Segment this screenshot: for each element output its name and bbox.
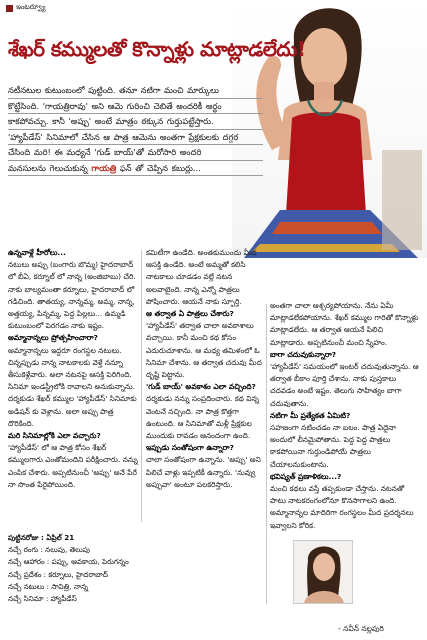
article-column-2 <box>146 247 264 491</box>
article-column-3 <box>270 300 420 532</box>
section-tag-label: ఇంటర్వ్యూ <box>16 3 46 11</box>
article-subheading: 'గుడ్ బాయ్' అవకాశం ఎలా వచ్చింది? <box>146 382 256 392</box>
article-paragraph: నటులు అప్పు (బంగారు బొమ్మ) హైదరాబాద్ లో బీఏ, కర్నూల్ లో నాన్న (అంజిబాబు) చేరి. నాకు బాల్యమంతా కర్నూలు, హైదరాబాద్ లో గడిచింది. తాతయ్య, నాన్నమ్మ, అమ్మ, నాన్న, అత్తయ్య, పిన్నమ్మ, పెద్ద పిల్లలు... ఉమ్మడి కుటుంబంలో పెరగడం నాకు ఇష్టం. <box>8 260 136 331</box>
article-subheading: అమ్మానాన్నలు ప్రోత్సహించారా? <box>8 333 98 343</box>
article-subheading: ఉన్నవాళ్లే హీరోలు... <box>8 248 66 257</box>
article-column-1 <box>8 247 140 491</box>
lead-line: చేసింది మరి! ఈ మధ్యనే 'గుడ్ బాయ్'తో మరోసారి అందరి <box>8 145 263 161</box>
lead-line: నటీనటుల కుటుంబంలో పుట్టింది. తనూ నటిగా మంచి మార్కులు <box>8 83 263 99</box>
lead-last-end: ఫన్ తో చెప్పిన కబుర్లు... <box>119 162 201 173</box>
byline: - నవీన్ నల్లపురి <box>338 624 384 633</box>
lead-line: 'హ్యాపీడేస్' సినిమాలో చేసిన ఆ పాత్ర ఆమెను అంతగా ప్రేక్షకులకు దగ్గర <box>8 130 263 146</box>
column-divider <box>141 250 142 522</box>
fact-box-heading: పుట్టినరోజు : ఏప్రిల్ 21 <box>8 533 75 542</box>
section-marker-icon <box>6 5 13 12</box>
fact-row: నచ్చే ప్రదేశం : కర్నూలు, హైదరాబాద్ <box>8 569 108 579</box>
article-paragraph: 'హ్యాపీడేస్' సమయంలో ఇంటర్ చదువుతున్నాను. ఆ తర్వాత బీకాం పూర్తి చేశాను. నాకు పుస్తకాలు చదవడం అంటే ఇష్టం. తెలుగు సాహిత్యం బాగా చదువుతాను. <box>270 362 419 408</box>
fact-row: నచ్చే నటులు : సావిత్రి, నాన్న <box>8 581 89 591</box>
article-subheading: ఇప్పుడు సంతోషంగా ఉన్నారా? <box>146 443 234 453</box>
fact-row: నచ్చే సినిమా : హ్యాపీడేస్ <box>8 594 77 604</box>
article-subheading: భవిష్యత్ ప్రణాళికలు...? <box>270 471 342 481</box>
lead-line: కాకపోవచ్చు. కానీ 'అప్పు' అంటే మాత్రం ఠక్కున గుర్తుపట్టేస్తారు. <box>8 114 263 130</box>
column-divider <box>266 304 267 604</box>
article-paragraph: 'హ్యాపీడేస్' తర్వాత చాలా అవకాశాలు వచ్చాయి. కానీ మంచి కథ కోసం ఎదురుచూశాను. ఆ మధ్య తమిళంలో ఓ సినిమా చేశాను. ఆ తర్వాత చదువు మీద దృష్టి పెట్టాను. <box>146 321 262 380</box>
inset-photo <box>293 540 353 604</box>
article-subheading: మరి సినిమాల్లోకి ఎలా వచ్చారు? <box>8 431 101 441</box>
article-paragraph: అమ్మానాన్నలు ఇద్దరూ రంగస్థల నటులు. చిన్నప్పుడు నాన్న నాటకాలకు వెళ్తే నన్నూ తీసుకెళ్లేవారు. అలా నటనపై ఆసక్తి పెరిగింది. సినిమా ఇండస్ట్రీలోకి రావాలని అనుకున్నాను. దర్శకుడు శేఖర్ కమ్ముల 'హ్యాపీడేస్' సినిమాకు అడిషన్ కు వెళ్లాను. అలా అప్పు పాత్ర దొరికింది. <box>8 345 137 428</box>
article-paragraph: చాలా సంతోషంగా ఉన్నాను. 'అప్పు' అని పిలిచే వాళ్లు ఇప్పటికీ ఉన్నారు. 'నువ్వు అప్పువా' అంటూ పలకరిస్తారు. <box>146 455 261 489</box>
section-tag <box>6 3 46 13</box>
lead-last-start: మనసులను గెలుచుకున్న <box>8 162 88 173</box>
fact-row: నచ్చే ఆహారం : పప్పు, ఆవకాయ, పెరుగన్నం <box>8 557 129 567</box>
article-subheading: బాగా చదువుకున్నారా? <box>270 349 337 359</box>
article-subheading: ఆ తర్వాత ఏ పాత్రలు చేశారు? <box>146 309 234 319</box>
article-paragraph: సహజంగా నటించడం నా బలం. పాత్ర ఏదైనా అందులో లీనమైపోతాను. పెద్ద పెద్ద పాత్రలు కాకపోయినా గుర్తుండిపోయే పాత్రలు చేయాలనుకుంటాను. <box>270 423 396 469</box>
article-subheading: నటిగా మీ ప్రత్యేకత ఏమిటి? <box>270 410 351 420</box>
article-paragraph: కమిటీగా ఉండేది. అంతకుముందు మీద ఆసక్తి ఉండేది. అంటే అమ్మతో కలిసి నాటకాలు చూడడం వల్లే నటన అలవాటైంది. నాన్న ఎన్నో పాత్రలు పోషించారు. ఆయనే నాకు స్ఫూర్తి. <box>146 248 257 306</box>
headline: శేఖర్ కమ్ములతో కొన్నాళ్లు మాట్లాడలేదు! <box>8 37 306 61</box>
fact-row: నచ్చే రంగు : నలుపు, తెలుపు <box>8 545 90 555</box>
lead-line-last <box>8 161 263 177</box>
fact-box <box>8 532 264 605</box>
article-paragraph: 'హ్యాపీడేస్' లో ఆ పాత్ర కోసం శేఖర్ కమ్ములగారు ఎంతోమందిని పరీక్షించారు. నన్ను ఎంపిక చేశారు. అప్పటినుంచీ 'అప్పు' అనే పేరే నా సొంత పేరైపోయింది. <box>8 443 138 489</box>
lead-paragraph <box>8 83 263 176</box>
article-paragraph: అంతగా చాలా ఆశ్చర్యపోయాను. నేను ఏమీ మాట్లాడలేకపోయాను. శేఖర్ కమ్ముల గారితో కొన్నాళ్లు మాట్లాడలేదు. ఆ తర్వాత ఆయనే పిలిచి మాట్లాడారు. అప్పటినుంచీ మంచి స్నేహం. <box>270 301 419 347</box>
lead-line: కొట్టేసింది. 'గాయత్రిరావు' అని ఆమె గురించి చెబితే అందరికీ అర్థం <box>8 99 263 115</box>
article-paragraph: దర్శకుడు నన్ను సంప్రదించారు. కథ విన్న వెంటనే నచ్చింది. నా పాత్ర కొత్తగా ఉంటుంది. ఆ సినిమాతో మళ్లీ ప్రేక్షకుల ముందుకు రావడం ఆనందంగా ఉంది. <box>146 394 259 441</box>
lead-highlight-name: గాయత్రి <box>91 162 117 173</box>
article-paragraph: మంచి కథలు వస్తే తప్పకుండా చేస్తాను. నటనతో పాటు నాటకరంగంలోనూ కొనసాగాలని ఉంది. అమ్మానాన్నల మాదిరిగా రంగస్థలం మీద ప్రదర్శనలు ఇవ్వాలని కోరిక. <box>270 484 414 530</box>
inset-portrait-image <box>294 541 352 603</box>
